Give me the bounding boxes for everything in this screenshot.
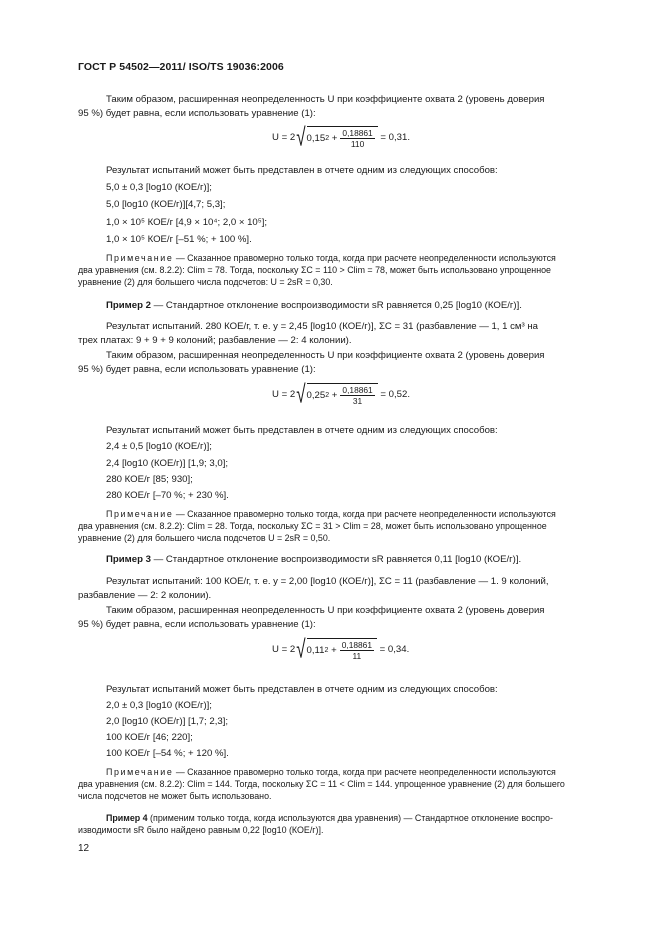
ex1-note-line2: два уравнения (см. 8.2.2): Clim = 78. Тогда, поскольку ΣC = 110 > Clim = 78, может быть использовано упрощенное xyxy=(78,265,551,275)
ex2-intro-line1: Таким образом, расширенная неопределенность U при коэффициенте охвата 2 (уровень доверия xyxy=(106,350,545,361)
radicand: 0,11 2 + $\frac{0,18861}{11}$ xyxy=(307,638,377,661)
radicand: 0,25 2 + $\frac{0,18861}{31}$ xyxy=(307,383,378,406)
ex2-title: Пример 2 — Стандартное отклонение воспроизводимости sR равняется 0,25 [log10 (КОЕ/г)]. xyxy=(106,300,522,311)
ex1-item4: 1,0 × 10⁵ КОЕ/г [–51 %; + 100 %]. xyxy=(106,234,252,245)
page-number: 12 xyxy=(78,843,90,854)
ex2-item2: 2,4 [log10 (КОЕ/г)] [1,9; 3,0]; xyxy=(106,458,229,469)
ex3-note-line1: Примечание — Сказанное правомерно только тогда, когда при расчете неопределенности используются xyxy=(106,767,556,777)
formula-result: = 0,52. xyxy=(380,389,410,400)
document-header: ГОСТ Р 54502—2011/ ISO/TS 19036:2006 xyxy=(78,61,284,73)
ex3-note-line2: два уравнения (см. 8.2.2): Clim = 144. Тогда, поскольку ΣC = 11 < Clim = 144. упрощенное уравнение (2) для большего xyxy=(78,779,565,789)
note-label: Примечание xyxy=(106,509,174,519)
formula-fraction xyxy=(340,640,374,661)
sqrt-sign: √ xyxy=(296,379,306,408)
ex2-formula xyxy=(272,379,410,408)
ex4-line2: изводимости sR было найдено равным 0,22 [log10 (КОЕ/г)]. xyxy=(78,825,324,835)
formula-fraction xyxy=(340,128,374,149)
note-label: Примечание xyxy=(106,253,174,263)
ex3-intro-line1: Таким образом, расширенная неопределенность U при коэффициенте охвата 2 (уровень доверия xyxy=(106,605,545,616)
fraction-numerator: 0,18861 xyxy=(342,385,373,395)
ex3-item4: 100 КОЕ/г [–54 %; + 120 %]. xyxy=(106,748,229,759)
formula-lhs: U = 2 xyxy=(272,132,296,143)
ex3-intro-line2: 95 %) будет равна, если использовать уравнение (1): xyxy=(78,619,316,630)
ex2-item3: 280 КОЕ/г [85; 930]; xyxy=(106,474,193,485)
formula-lhs: U = 2 xyxy=(272,389,296,400)
ex3-result-intro: Результат испытаний может быть представлен в отчете одним из следующих способов: xyxy=(106,684,498,695)
ex2-intro-line2: 95 %) будет равна, если использовать уравнение (1): xyxy=(78,364,316,375)
sqrt-sign: √ xyxy=(296,634,306,663)
ex1-intro-line1: Таким образом, расширенная неопределенность U при коэффициенте охвата 2 (уровень доверия xyxy=(106,94,545,105)
ex2-item1: 2,4 ± 0,5 [log10 (КОЕ/г)]; xyxy=(106,441,212,452)
ex1-intro-line2: 95 %) будет равна, если использовать уравнение (1): xyxy=(78,108,316,119)
ex3-formula xyxy=(272,634,410,663)
ex3-result-line1: Результат испытаний: 100 КОЕ/г, т. е. y = 2,00 [log10 (КОЕ/г)], ΣC = 11 (разбавление — 1. 9 колоний, xyxy=(106,576,549,587)
ex1-result-intro: Результат испытаний может быть представлен в отчете одним из следующих способов: xyxy=(106,165,498,176)
ex3-item3: 100 КОЕ/г [46; 220]; xyxy=(106,732,193,743)
formula-fraction xyxy=(340,385,374,406)
fraction-denominator: 11 xyxy=(352,651,362,661)
formula-result: = 0,34. xyxy=(379,644,410,655)
ex3-note-line3: числа подсчетов не может быть использовано. xyxy=(78,791,272,801)
ex4-title: Пример 4 (применим только тогда, когда используются два уравнения) — Стандартное отклонение воспро- xyxy=(106,813,553,823)
ex2-note-line2: два уравнения (см. 8.2.2): Clim = 28. Тогда, поскольку ΣC = 31 > Clim = 28, может быть использовано упрощенное xyxy=(78,521,547,531)
ex1-item3: 1,0 × 10⁵ КОЕ/г [4,9 × 10⁴; 2,0 × 10⁵]; xyxy=(106,217,268,228)
formula-lhs: U = 2 xyxy=(272,644,296,655)
ex3-result-line2: разбавление — 2: 2 колонии). xyxy=(78,590,212,601)
ex1-item2: 5,0 [log10 (КОЕ/г)][4,7; 5,3]; xyxy=(106,199,226,210)
ex3-item2: 2,0 [log10 (КОЕ/г)] [1,7; 2,3]; xyxy=(106,716,229,727)
ex1-note-line3: уравнение (2) для большего числа подсчетов: U = 2sR = 0,30. xyxy=(78,277,333,287)
formula-result: = 0,31. xyxy=(380,132,410,143)
fraction-numerator: 0,18861 xyxy=(342,128,373,138)
formula-base: 0,15 xyxy=(306,133,326,144)
ex2-note-line1: Примечание — Сказанное правомерно только тогда, когда при расчете неопределенности используются xyxy=(106,509,556,519)
ex1-item1: 5,0 ± 0,3 [log10 (КОЕ/г)]; xyxy=(106,182,212,193)
ex3-title: Пример 3 — Стандартное отклонение воспроизводимости sR равняется 0,11 [log10 (КОЕ/г)]. xyxy=(106,554,522,565)
ex2-item4: 280 КОЕ/г [–70 %; + 230 %]. xyxy=(106,490,229,501)
note-label: Примечание xyxy=(106,767,174,777)
ex1-note-line1: Примечание — Сказанное правомерно только тогда, когда при расчете неопределенности используются xyxy=(106,253,556,263)
formula-base: 0,25 xyxy=(306,390,326,401)
fraction-denominator: 110 xyxy=(350,139,365,149)
ex2-result-line2: трех платах: 9 + 9 + 9 колоний; разбавление — 2: 4 колонии). xyxy=(78,335,352,346)
ex2-result-line1: Результат испытаний. 280 КОЕ/г, т. е. y = 2,45 [log10 (КОЕ/г)], ΣC = 31 (разбавление — 1, 1 см³ на xyxy=(106,321,539,332)
ex2-note-line3: уравнение (2) для большего числа подсчетов U = 2sR = 0,50. xyxy=(78,533,331,543)
ex1-formula xyxy=(272,122,410,151)
radicand: 0,15 2 + $\frac{0,18861}{110}$ xyxy=(307,126,378,149)
sqrt-sign: √ xyxy=(296,122,306,151)
fraction-numerator: 0,18861 xyxy=(341,640,372,650)
fraction-denominator: 31 xyxy=(352,396,363,406)
formula-base: 0,11 xyxy=(306,645,325,656)
ex2-result-intro: Результат испытаний может быть представлен в отчете одним из следующих способов: xyxy=(106,425,498,436)
ex3-item1: 2,0 ± 0,3 [log10 (КОЕ/г)]; xyxy=(106,700,212,711)
